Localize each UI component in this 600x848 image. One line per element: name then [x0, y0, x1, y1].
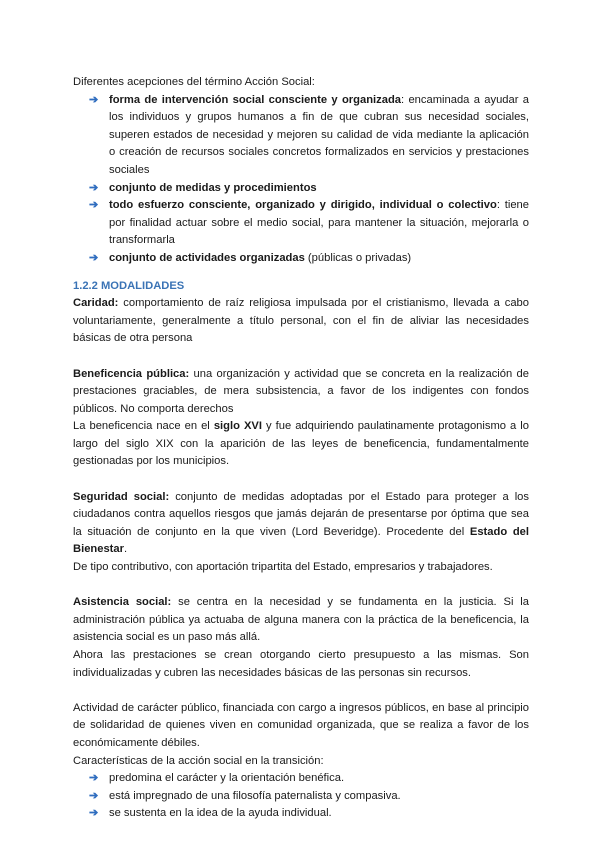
seguridad-term: Seguridad social: — [73, 490, 170, 503]
section-heading: 1.2.2 MODALIDADES — [73, 279, 185, 292]
seguridad-detail-paragraph: De tipo contributivo, con aportación tripartita del Estado, empresarios y trabajadores. — [73, 561, 493, 574]
arrow-icon: ➔ — [89, 181, 99, 194]
intro-line: Diferentes acepciones del término Acción Social: — [73, 76, 315, 88]
caridad-term: Caridad: — [73, 297, 119, 310]
list-item: ➔ se sustenta en la idea de la ayuda individual. — [73, 805, 529, 823]
asistencia-detail-paragraph: Ahora las prestaciones se crean otorgando cierto presupuesto a las mismas. Son individualizadas y cubren las necesidades básicas de las personas sin recursos. — [73, 649, 529, 679]
asistencia-paragraph: Asistencia social: se centra en la necesidad y se fundamenta en la justicia. Si la administración pública ya actuaba de alguna manera con la práctica de la beneficencia, la asistencia social es un paso más allá. — [73, 596, 529, 644]
list-item: ➔ todo esfuerzo consciente, organizado y dirigido, individual o colectivo: tiene por finalidad actuar sobre el medio social, para mantener la situación, mejorarla o transformarla — [89, 199, 529, 247]
arrow-icon: ➔ — [89, 807, 99, 820]
arrow-icon: ➔ — [89, 772, 99, 785]
seguridad-paragraph: Seguridad social: conjunto de medidas adoptadas por el Estado para proteger a los ciudadanos contra aquellos riesgos que jamás dejarán de presentarse por óptima que sea la situación de conjunto en la que viven (Lord Beveridge). Procedente del Estado del Bienestar. — [73, 490, 529, 556]
asistencia-term: Asistencia social: — [73, 596, 172, 609]
list-item: ➔ forma de intervención social consciente y organizada: encaminada a ayudar a los individuos y grupos humanos a fin de que cubran sus necesidad sociales, superen estados de necesidad y mejoren su calidad de vida mediante la aplicación o creación de recursos sociales concretos formalizados en servicios y prestaciones sociales — [89, 93, 529, 176]
list-item: ➔ conjunto de medidas y procedimientos — [73, 180, 529, 198]
list-item: ➔ predomina el carácter y la orientación benéfica. — [73, 770, 529, 788]
list-item: ➔ conjunto de actividades organizadas (públicas o privadas) — [73, 250, 529, 268]
arrow-icon: ➔ — [89, 199, 99, 212]
caridad-paragraph: Caridad: comportamiento de raíz religiosa impulsada por el cristianismo, llevada a cabo voluntariamente, generalmente a título personal, con el fin de aliviar las necesidades básicas de otra persona — [73, 297, 529, 345]
caracteristicas-intro: Características de la acción social en la transición: — [73, 754, 324, 767]
actividad-paragraph: Actividad de carácter público, financiada con cargo a ingresos públicos, en base al principio de solidaridad de quienes viven en comunidad organizada, que se realiza a favor de los económicamente débiles. — [73, 701, 529, 749]
acepciones-list — [73, 92, 529, 268]
document-body — [73, 74, 529, 823]
arrow-icon: ➔ — [89, 251, 99, 264]
list-item: ➔ está impregnado de una filosofía paternalista y compasiva. — [73, 788, 529, 806]
arrow-icon: ➔ — [89, 789, 99, 802]
beneficencia-history-paragraph: La beneficencia nace en el siglo XVI y fue adquiriendo paulatinamente protagonismo a lo largo del siglo XIX con la aparición de las leyes de beneficencia, fundamentalmente gestionadas por los municipios. — [73, 420, 529, 468]
arrow-icon: ➔ — [89, 93, 99, 106]
caracteristicas-list — [73, 770, 529, 823]
beneficencia-paragraph: Beneficencia pública: una organización y actividad que se concreta en la realización de prestaciones graciables, de mera subsistencia, a favor de los indigentes con fondos públicos. No comporta derechos — [73, 367, 529, 415]
beneficencia-term: Beneficencia pública: — [73, 367, 190, 380]
